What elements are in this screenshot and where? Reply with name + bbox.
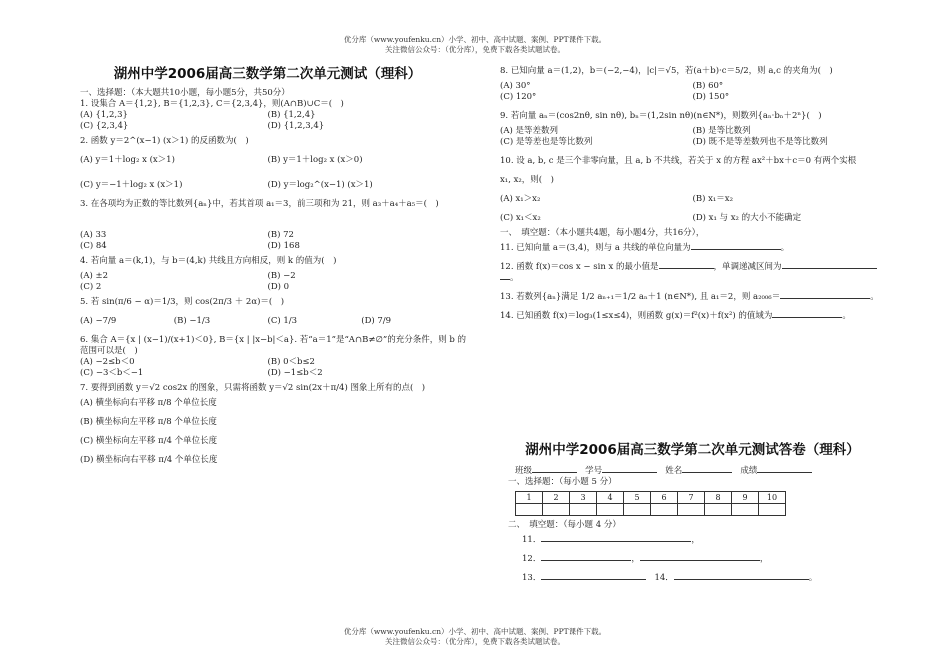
question-5-options xyxy=(80,316,455,327)
answer-cell[interactable] xyxy=(651,504,678,516)
score-label: 成绩 xyxy=(740,466,758,476)
question-11-text: 11. 已知向量 a＝(3,4)，则与 a 共线的单位向量为 xyxy=(500,243,691,253)
question-1: 1. 设集合 A＝{1,2}, B＝{1,2,3}, C＝{2,3,4}，则(A∩B)∪C＝( ) xyxy=(80,99,344,109)
question-3-options-row2 xyxy=(80,241,455,252)
answer-13-14-row: 13． 14． 。 xyxy=(522,573,818,583)
question-8-options-row2 xyxy=(500,92,885,103)
answer-13-blank[interactable] xyxy=(541,579,646,580)
q7-option-a: (A) 横坐标向右平移 π/8 个单位长度 xyxy=(80,398,217,408)
q4-option-d: (D) 0 xyxy=(267,282,290,292)
q1-option-b: (B) {1,2,4} xyxy=(267,110,316,120)
question-8-options-row1 xyxy=(500,81,885,92)
q2-option-d: (D) y＝log₂^(x−1) (x＞1) xyxy=(267,180,373,190)
q1-option-a: (A) {1,2,3} xyxy=(80,110,128,120)
q8-option-c: (C) 120° xyxy=(500,92,537,102)
question-10: 10. 设 a, b, c 是三个非零向量，且 a, b 不共线，若关于 x 的方程 ax²＋bx＋c＝0 有两个实根 xyxy=(500,156,857,166)
q2-option-b: (B) y＝1＋log₂ x (x＞0) xyxy=(267,155,363,165)
question-12 xyxy=(500,262,885,273)
q3-option-b: (B) 72 xyxy=(267,230,294,240)
q9-option-a: (A) 是等差数列 xyxy=(500,126,558,136)
question-3-options-row1 xyxy=(80,230,455,241)
q1-option-c: (C) {2,3,4} xyxy=(80,121,129,131)
question-4-options-row2 xyxy=(80,282,455,293)
question-10-options-row2 xyxy=(500,213,885,224)
q4-option-b: (B) −2 xyxy=(267,271,296,281)
q1-option-d: (D) {1,2,3,4} xyxy=(267,121,325,131)
question-11: 11. 已知向量 a＝(3,4)，则与 a 共线的单位向量为 。 xyxy=(500,243,790,253)
answer-12-blank-2[interactable] xyxy=(640,560,760,561)
q11-blank xyxy=(691,249,781,250)
question-1-options-row2 xyxy=(80,121,455,132)
grid-number-10: 10 xyxy=(759,492,786,504)
answer-cell[interactable] xyxy=(678,504,705,516)
q12-blank-1 xyxy=(659,268,714,269)
q5-option-a: (A) −7/9 xyxy=(80,316,117,326)
question-5: 5. 若 sin(π/6 − α)＝1/3，则 cos(2π/3 ＋ 2α)＝( ) xyxy=(80,297,285,307)
question-3: 3. 在各项均为正数的等比数列{aₙ}中，若其首项 a₁＝3，前三项和为 21，则 a₃＋a₄＋a₅＝( ) xyxy=(80,199,439,209)
grid-number-6: 6 xyxy=(651,492,678,504)
answer-cell[interactable] xyxy=(597,504,624,516)
q7-option-c: (C) 横坐标向左平移 π/4 个单位长度 xyxy=(80,436,218,446)
question-2-options-row1 xyxy=(80,155,455,166)
question-2-options-row2 xyxy=(80,180,455,191)
header-line-2: 关注微信公众号：（优分库），免费下载各类试题试卷。 xyxy=(385,45,565,54)
q8-option-b: (B) 60° xyxy=(692,81,724,91)
question-13-text: 13. 若数列{aₙ}满足 1/2 aₙ₊₁＝1/2 aₙ＋1 (n∈N*), 且 a₁＝2，则 a₂₀₀₆＝ xyxy=(500,292,781,302)
question-6-options-row2 xyxy=(80,368,455,379)
answer-section-1-heading: 一、选择题：（每小题 5 分） xyxy=(508,477,617,487)
q10-option-b: (B) x₁＝x₂ xyxy=(692,194,733,204)
q12-blank-2 xyxy=(782,268,877,269)
grid-number-5: 5 xyxy=(624,492,651,504)
header-line-1: 优分库（www.youfenku.cn）小学、初中、高中试题、案例、PPT课件下载。 xyxy=(343,35,607,44)
answer-cell[interactable] xyxy=(624,504,651,516)
q8-option-a: (A) 30° xyxy=(500,81,531,91)
class-label: 班级 xyxy=(515,466,533,476)
q10-option-a: (A) x₁＞x₂ xyxy=(500,194,541,204)
question-4-options-row1 xyxy=(80,271,455,282)
q10-option-d: (D) x₁ 与 x₂ 的大小不能确定 xyxy=(692,213,802,223)
question-10-continued: x₁, x₂，则( ) xyxy=(500,175,554,185)
answer-13-label: 13． xyxy=(522,573,542,583)
answer-14-label: 14． xyxy=(654,573,674,583)
question-12-mid: ，单调递减区间为 xyxy=(713,262,782,272)
section-1-heading: 一、选择题：（本大题共10小题，每小题5分，共50分） xyxy=(80,88,290,98)
footer-line-2: 关注微信公众号：（优分库），免费下载各类试题试卷。 xyxy=(385,637,565,646)
question-6-options-row1 xyxy=(80,357,455,368)
question-10-options-row1 xyxy=(500,194,885,205)
id-field[interactable] xyxy=(602,472,657,473)
q6-option-c: (C) −3＜b＜−1 xyxy=(80,368,144,378)
answer-cell[interactable] xyxy=(705,504,732,516)
question-12-text: 12. 函数 f(x)＝cos x − sin x 的最小值是 xyxy=(500,262,659,272)
q13-blank xyxy=(780,298,870,299)
q12-blank-3 xyxy=(500,279,510,280)
question-2: 2. 函数 y＝2^(x−1) (x＞1) 的反函数为( ) xyxy=(80,136,249,146)
question-9-options-row1 xyxy=(500,126,885,137)
answer-11-blank[interactable] xyxy=(541,541,691,542)
answer-grid xyxy=(515,491,786,516)
answer-12-row: 12． ， ， xyxy=(522,554,769,564)
answer-grid-header-row xyxy=(516,492,786,504)
grid-number-1: 1 xyxy=(516,492,543,504)
q2-option-c: (C) y＝−1＋log₂ x (x＞1) xyxy=(80,180,183,190)
answer-cell[interactable] xyxy=(543,504,570,516)
q9-option-c: (C) 是等差也是等比数列 xyxy=(500,137,593,147)
question-6-continued: 范围可以是( ) xyxy=(80,346,138,356)
q3-option-c: (C) 84 xyxy=(80,241,107,251)
exam-right-column xyxy=(500,62,885,322)
q12-blank-overflow: 。 xyxy=(500,273,885,284)
q5-option-c: (C) 1/3 xyxy=(267,316,298,326)
answer-14-blank[interactable] xyxy=(674,579,809,580)
score-field[interactable] xyxy=(757,472,812,473)
footer-line-1: 优分库（www.youfenku.cn）小学、初中、高中试题、案例、PPT课件下载。 xyxy=(343,627,607,636)
question-7: 7. 要得到函数 y＝√2 cos2x 的图象，只需将函数 y＝√2 sin(2x＋π/4) 图象上所有的点( ) xyxy=(80,383,426,393)
answer-section-2-heading: 二、 填空题：（每小题 4 分） xyxy=(508,520,621,530)
question-9: 9. 若向量 aₙ＝(cos2nθ, sin nθ), bₙ＝(1,2sin nθ)(n∈N*)，则数列{aₙ·bₙ＋2ⁿ}( ) xyxy=(500,111,822,121)
q6-option-d: (D) −1≤b＜2 xyxy=(267,368,323,378)
q5-option-d: (D) 7/9 xyxy=(361,316,392,326)
answer-sheet-title: 湖州中学2006届高三数学第二次单元测试答卷（理科） xyxy=(525,442,860,458)
answer-11-label: 11． xyxy=(522,535,542,545)
answer-cell[interactable] xyxy=(570,504,597,516)
answer-cell[interactable] xyxy=(759,504,786,516)
student-info-row xyxy=(500,466,885,477)
q3-option-d: (D) 168 xyxy=(267,241,300,251)
section-2-heading: 一、 填空题：（本小题共4题，每小题4分，共16分）， xyxy=(500,228,705,238)
q3-option-a: (A) 33 xyxy=(80,230,107,240)
question-8: 8. 已知向量 a＝(1,2)，b＝(−2,−4)，|c|＝√5，若(a＋b)·c＝5/2，则 a,c 的夹角为( ) xyxy=(500,66,833,76)
grid-number-9: 9 xyxy=(732,492,759,504)
grid-number-7: 7 xyxy=(678,492,705,504)
question-13: 13. 若数列{aₙ}满足 1/2 aₙ₊₁＝1/2 aₙ＋1 (n∈N*), 且 a₁＝2，则 a₂₀₀₆＝ 。 xyxy=(500,292,879,302)
grid-number-2: 2 xyxy=(543,492,570,504)
question-9-options-row2 xyxy=(500,137,885,148)
q6-option-a: (A) −2≤b＜0 xyxy=(80,357,135,367)
q7-option-d: (D) 横坐标向右平移 π/4 个单位长度 xyxy=(80,455,218,465)
q14-blank xyxy=(772,317,842,318)
answer-12-blank-1[interactable] xyxy=(541,560,631,561)
answer-sheet xyxy=(500,438,885,584)
q9-option-b: (B) 是等比数列 xyxy=(692,126,751,136)
question-14-text: 14. 已知函数 f(x)＝log₃(1≤x≤4)，则函数 g(x)＝f²(x)＋f(x²) 的值域为 xyxy=(500,311,773,321)
question-4: 4. 若向量 a＝(k,1)，与 b＝(4,k) 共线且方向相反，则 k 的值为( ) xyxy=(80,256,337,266)
answer-cell[interactable] xyxy=(732,504,759,516)
q4-option-c: (C) 2 xyxy=(80,282,102,292)
question-6: 6. 集合 A＝{x | (x−1)/(x+1)＜0}, B＝{x | |x−b|＜a}. 若“a＝1”是“A∩B≠∅”的充分条件，则 b 的 xyxy=(80,335,467,345)
page-header xyxy=(0,35,950,55)
exam-left-column xyxy=(80,62,467,466)
name-label: 姓名 xyxy=(665,466,683,476)
answer-cell[interactable] xyxy=(516,504,543,516)
grid-number-3: 3 xyxy=(570,492,597,504)
name-field[interactable] xyxy=(682,472,732,473)
exam-title: 湖州中学2006届高三数学第二次单元测试（理科） xyxy=(113,66,422,82)
q6-option-b: (B) 0＜b≤2 xyxy=(267,357,315,367)
class-field[interactable] xyxy=(532,472,577,473)
q7-option-b: (B) 横坐标向左平移 π/8 个单位长度 xyxy=(80,417,217,427)
q2-option-a: (A) y＝1＋log₂ x (x＞1) xyxy=(80,155,175,165)
grid-number-4: 4 xyxy=(597,492,624,504)
question-14: 14. 已知函数 f(x)＝log₃(1≤x≤4)，则函数 g(x)＝f²(x)＋f(x²) 的值域为 。 xyxy=(500,311,851,321)
answer-11-row: 11． ， xyxy=(522,535,700,545)
q5-option-b: (B) −1/3 xyxy=(173,316,211,326)
q9-option-d: (D) 既不是等差数列也不是等比数列 xyxy=(692,137,828,147)
answer-12-label: 12． xyxy=(522,554,542,564)
question-1-options-row1 xyxy=(80,110,455,121)
answer-grid-answer-row xyxy=(516,504,786,516)
grid-number-8: 8 xyxy=(705,492,732,504)
page-footer xyxy=(0,627,950,647)
q4-option-a: (A) ±2 xyxy=(80,271,109,281)
id-label: 学号 xyxy=(585,466,603,476)
q8-option-d: (D) 150° xyxy=(692,92,730,102)
q10-option-c: (C) x₁＜x₂ xyxy=(500,213,541,223)
